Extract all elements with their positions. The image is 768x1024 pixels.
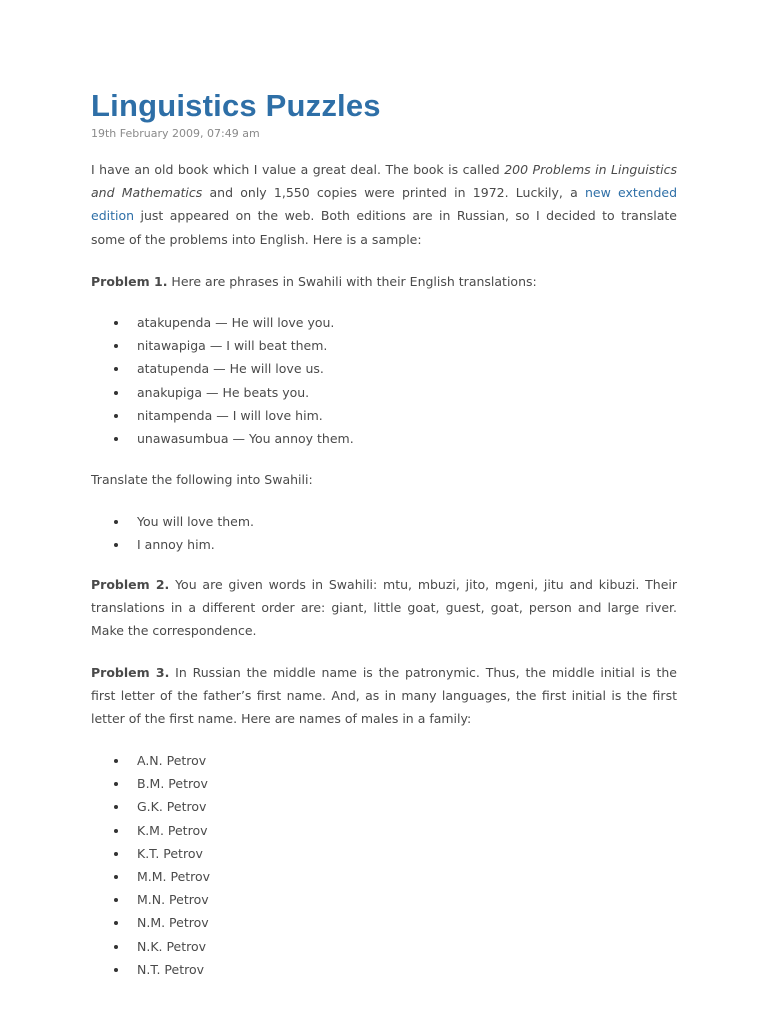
phrase-text: nitampenda — I will love him. — [137, 407, 323, 423]
swahili-phrase-list — [91, 311, 354, 450]
phrase-text: anakupiga — He beats you. — [137, 384, 310, 400]
new-extended-edition-link[interactable]: new extended edition — [91, 185, 677, 224]
name-text: K.T. Petrov — [137, 845, 203, 861]
list-item — [91, 888, 210, 911]
translate-list — [91, 510, 254, 556]
phrase-text: nitawapiga — I will beat them. — [137, 338, 328, 354]
list-item — [91, 749, 210, 772]
article-date: 19th February 2009, 07:49 am — [91, 127, 260, 140]
list-item — [91, 935, 210, 958]
intro-text-1: I have an old book which I value a great deal. The book is called — [91, 162, 505, 177]
problem2-text: You are given words in Swahili: mtu, mbuzi, jito, mgeni, jitu and kibuzi. Their translations in a different order are: giant, little goat, guest, goat, person and large river. Make the correspondence. — [91, 577, 678, 639]
book-title: 200 Problems in Linguistics and Mathematics — [91, 162, 677, 201]
list-item — [91, 819, 210, 842]
list-item — [91, 533, 254, 556]
problem1-label: Problem 1. — [91, 274, 168, 289]
list-item — [91, 911, 210, 934]
problem1-text: Here are phrases in Swahili with their English translations: — [167, 274, 537, 289]
bullet-icon — [114, 898, 118, 902]
list-item — [91, 842, 210, 865]
bullet-icon — [114, 367, 118, 371]
name-text: M.M. Petrov — [137, 868, 211, 884]
bullet-icon — [114, 543, 118, 547]
list-item — [91, 381, 354, 404]
intro-text-3: just appeared on the web. Both editions are in Russian, so I decided to translate some of the problems into English. Here is a sample: — [91, 208, 677, 247]
list-item — [91, 865, 210, 888]
bullet-icon — [114, 321, 118, 325]
name-text: K.M. Petrov — [137, 822, 208, 838]
intro-paragraph — [91, 158, 677, 251]
name-text: M.N. Petrov — [137, 892, 209, 908]
bullet-icon — [114, 782, 118, 786]
phrase-text: atatupenda — He will love us. — [137, 361, 324, 377]
bullet-icon — [114, 805, 118, 809]
bullet-icon — [114, 875, 118, 879]
problem3-paragraph — [91, 661, 677, 731]
name-text: N.T. Petrov — [137, 961, 205, 977]
name-text: N.M. Petrov — [137, 915, 209, 931]
phrase-text: unawasumbua — You annoy them. — [137, 430, 354, 446]
name-text: A.N. Petrov — [137, 753, 207, 768]
bullet-icon — [114, 852, 118, 856]
intro-text-2: and only 1,550 copies were printed in 1972. Luckily, a — [202, 185, 585, 201]
list-item — [91, 357, 354, 380]
bullet-icon — [114, 968, 118, 972]
problem3-label: Problem 3. — [91, 665, 170, 680]
name-text: B.M. Petrov — [137, 776, 208, 792]
article-title: Linguistics Puzzles — [91, 88, 381, 123]
family-names-list — [91, 749, 210, 981]
bullet-icon — [114, 414, 118, 418]
list-item — [91, 427, 354, 450]
list-item — [91, 334, 354, 357]
translate-item-text: You will love them. — [137, 514, 254, 529]
name-text: G.K. Petrov — [137, 799, 207, 815]
phrase-text: atakupenda — He will love you. — [137, 315, 335, 330]
problem3-text: In Russian the middle name is the patronymic. Thus, the middle initial is the first letter of the father’s first name. And, as in many languages, the first initial is the first letter of the first name. Here are names of males in a family: — [91, 665, 677, 727]
list-item — [91, 404, 354, 427]
translate-item-text: I annoy him. — [137, 537, 215, 553]
bullet-icon — [114, 829, 118, 833]
list-item — [91, 958, 210, 981]
bullet-icon — [114, 391, 118, 395]
bullet-icon — [114, 344, 118, 348]
problem2-label: Problem 2. — [91, 577, 170, 592]
bullet-icon — [114, 921, 118, 925]
bullet-icon — [114, 520, 118, 524]
translate-instruction: Translate the following into Swahili: — [91, 472, 313, 487]
list-item — [91, 311, 354, 334]
problem2-paragraph — [91, 573, 677, 643]
problem1-paragraph — [91, 270, 677, 293]
list-item — [91, 772, 210, 795]
bullet-icon — [114, 759, 118, 763]
bullet-icon — [114, 437, 118, 441]
name-text: N.K. Petrov — [137, 938, 207, 954]
list-item — [91, 795, 210, 818]
bullet-icon — [114, 945, 118, 949]
list-item — [91, 510, 254, 533]
